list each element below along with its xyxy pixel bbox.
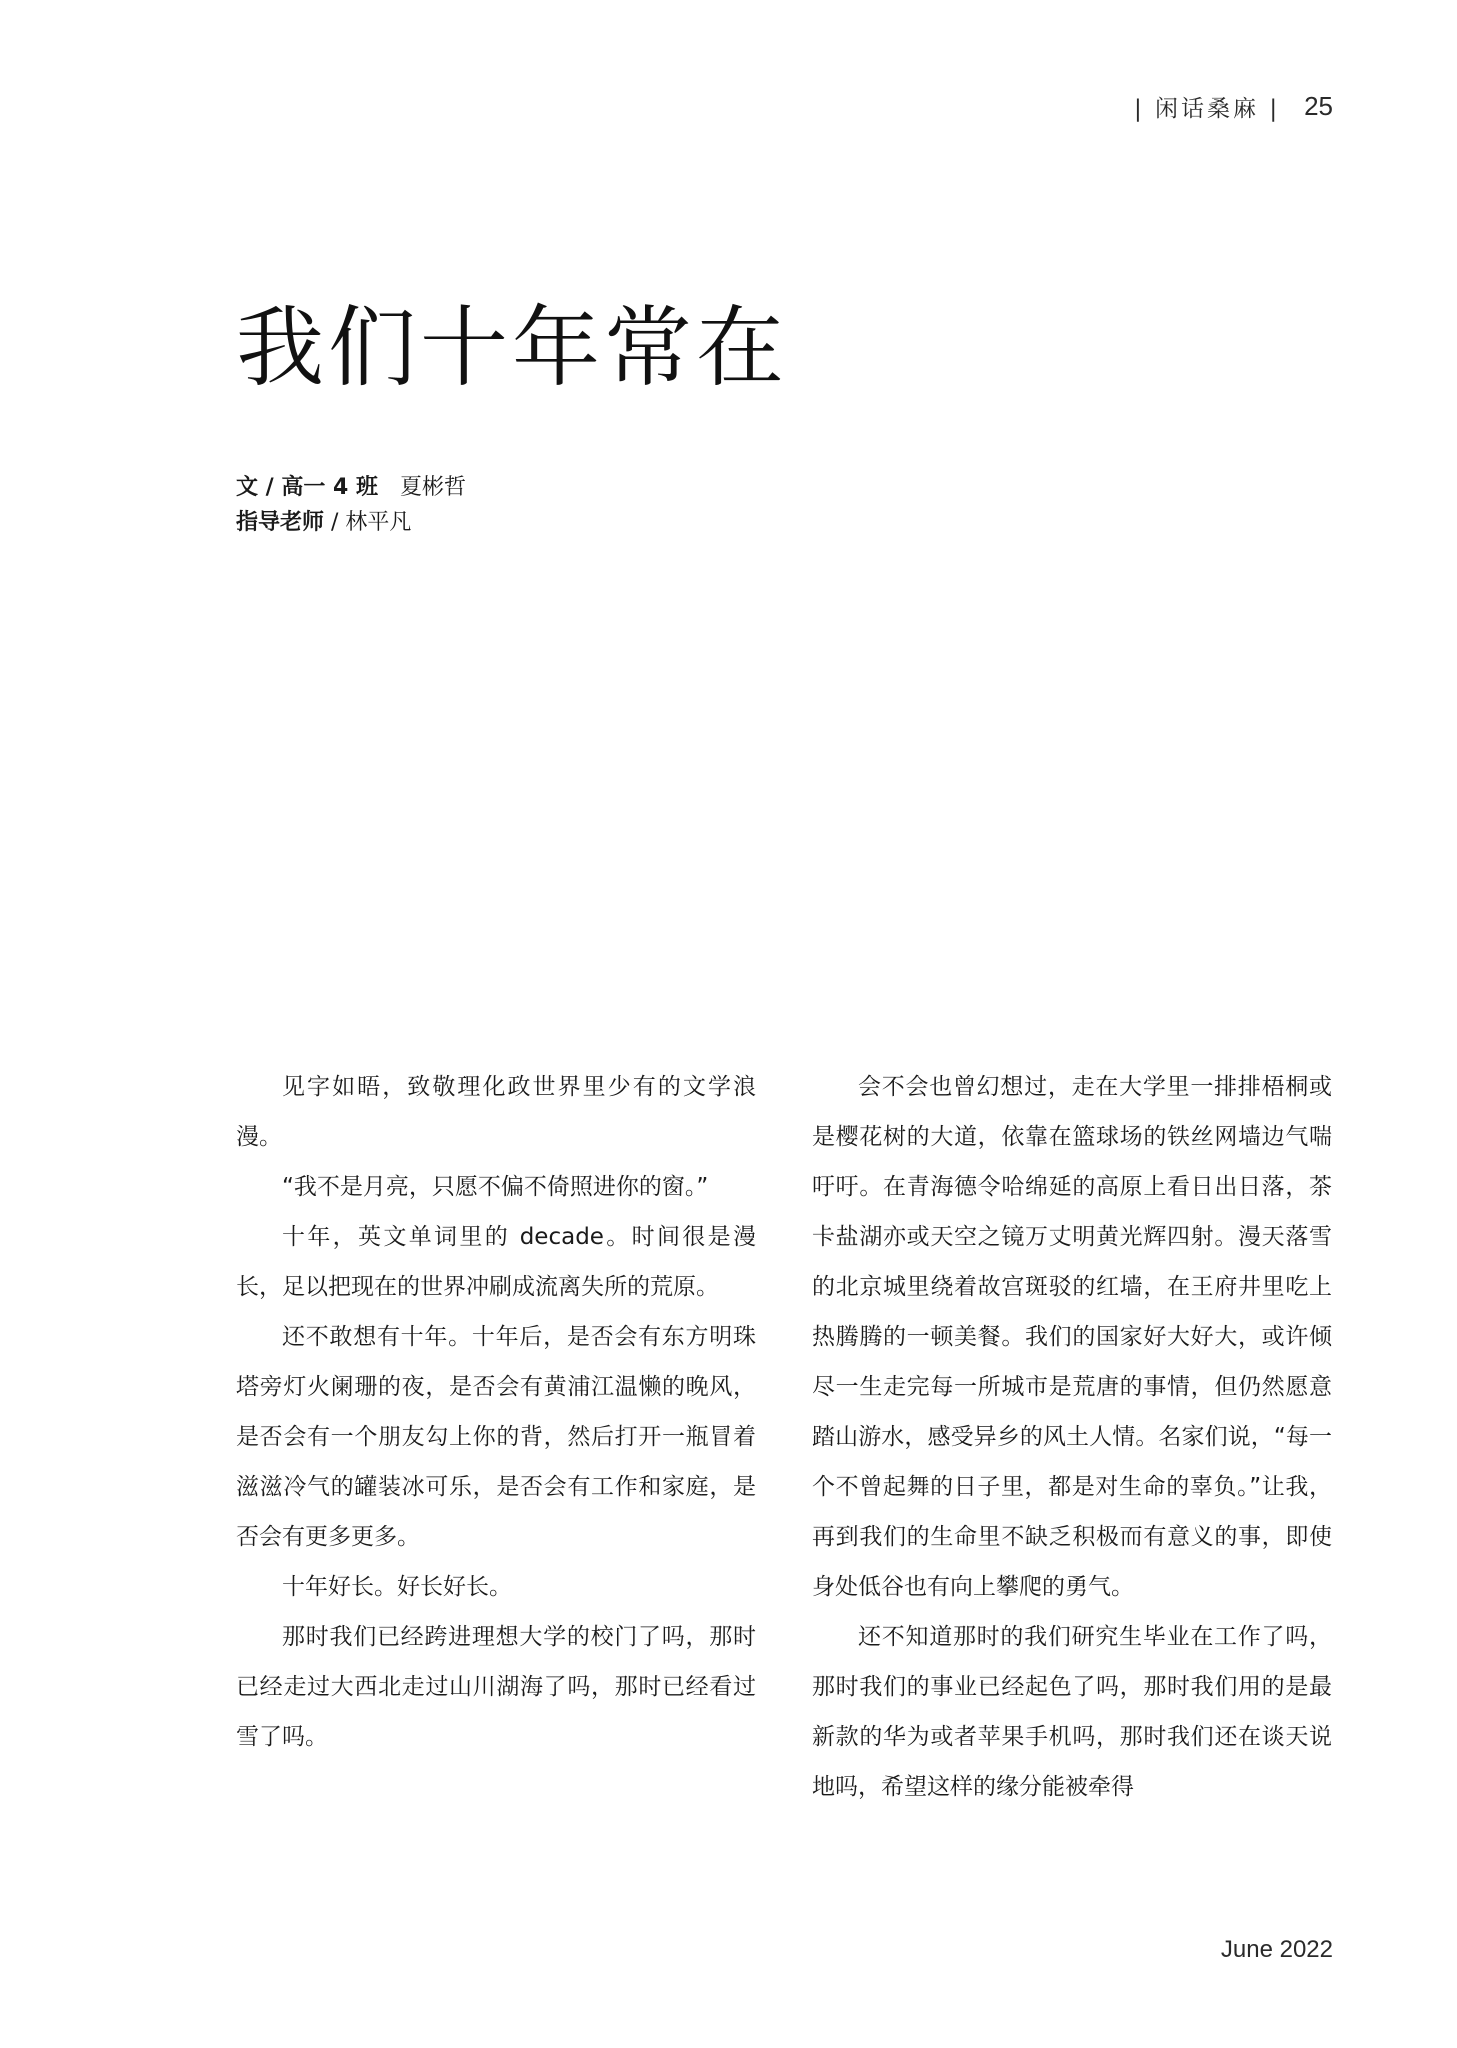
paragraph: 会不会也曾幻想过，走在大学里一排排梧桐或是樱花树的大道，依靠在篮球场的铁丝网墙边气喘吁吁。在青海德令哈绵延的高原上看日出日落，茶卡盐湖亦或天空之镜万丈明黄光辉四射。漫天落雪的北京城里绕着故宫斑驳的红墙，在王府井里吃上热腾腾的一顿美餐。我们的国家好大好大，或许倾尽一生走完每一所城市是荒唐的事情，但仍然愿意踏山游水，感受异乡的风土人情。名家们说，“每一个不曾起舞的日子里，都是对生命的辜负。”让我，再到我们的生命里不缺乏积极而有意义的事，即使身处低谷也有向上攀爬的勇气。 xyxy=(812,1074,1332,1600)
footer-date: June 2022 xyxy=(1220,1936,1333,1963)
author-label: 文 / 高一 4 班 xyxy=(236,475,378,500)
section-name: | 闲话桑麻 | xyxy=(1133,96,1281,122)
body-column-right xyxy=(812,1062,1332,1812)
paragraph: 十年好长。好长好长。 xyxy=(282,1574,512,1600)
author-line xyxy=(236,470,466,505)
running-header xyxy=(1134,90,1333,123)
paragraph: “我不是月亮，只愿不偏不倚照进你的窗。” xyxy=(282,1174,709,1200)
article-title: 我们十年常在 xyxy=(236,296,789,399)
teacher-name: / 林平凡 xyxy=(331,510,412,536)
body-column-left xyxy=(236,1062,756,1762)
paragraph: 还不知道那时的我们研究生毕业在工作了吗，那时我们的事业已经起色了吗，那时我们用的是最新款的华为或者苹果手机吗，那时我们还在谈天说地吗，希望这样的缘分能被牵得 xyxy=(812,1624,1332,1800)
byline xyxy=(236,470,466,540)
paragraph: 还不敢想有十年。十年后，是否会有东方明珠塔旁灯火阑珊的夜，是否会有黄浦江温懒的晚风，是否会有一个朋友勾上你的背，然后打开一瓶冒着滋滋冷气的罐装冰可乐，是否会有工作和家庭，是否会有更多更多。 xyxy=(236,1324,756,1550)
paragraph: 见字如晤，致敬理化政世界里少有的文学浪漫。 xyxy=(236,1074,756,1150)
paragraph: 十年，英文单词里的 decade。时间很是漫长，足以把现在的世界冲刷成流离失所的荒原。 xyxy=(236,1224,756,1300)
author-name: 夏彬哲 xyxy=(399,475,466,500)
teacher-label: 指导老师 xyxy=(236,510,325,536)
page-number: 25 xyxy=(1304,91,1333,121)
paragraph: 那时我们已经跨进理想大学的校门了吗，那时已经走过大西北走过山川湖海了吗，那时已经看过雪了吗。 xyxy=(236,1624,756,1750)
teacher-line xyxy=(236,505,466,540)
